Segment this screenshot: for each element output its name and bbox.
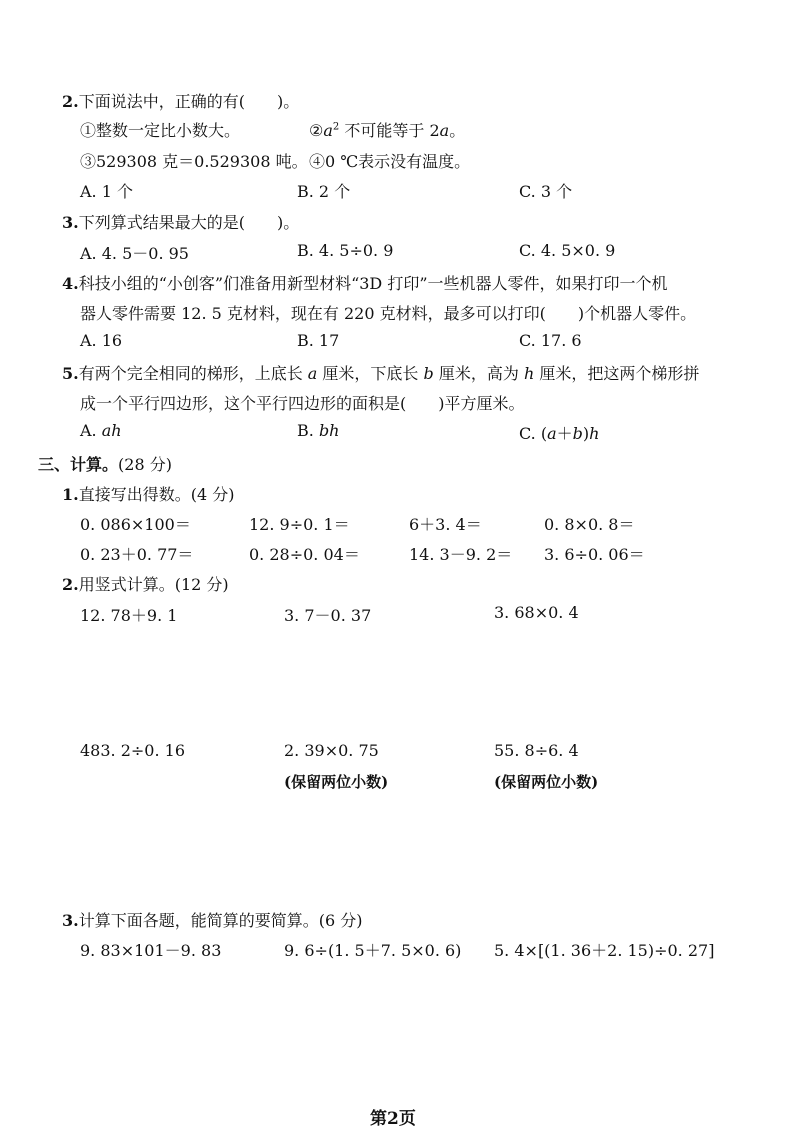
section-3-heading: 三、计算。(28 分): [38, 455, 172, 474]
calc2-note: (保留两位小数): [494, 773, 599, 791]
q5-stem-line1: 5.有两个完全相同的梯形，上底长 a 厘米，下底长 b 厘米，高为 h 厘米，把这两个梯形拼: [62, 364, 700, 383]
calc1-item: 6＋3. 4＝: [409, 515, 482, 534]
q5-option-c: C. (a＋b)h: [519, 424, 600, 443]
q4-stem-line1: 4.科技小组的“小创客”们准备用新型材料“3D 打印”一些机器人零件，如果打印一个机: [62, 274, 668, 293]
calc2-item: 55. 8÷6. 4: [494, 741, 579, 760]
q4-stem-line2: 器人零件需要 12. 5 克材料，现在有 220 克材料，最多可以打印( )个机器人零件。: [80, 304, 697, 323]
calc1-item: 0. 8×0. 8＝: [544, 515, 635, 534]
q2-statement-1: ①整数一定比小数大。: [80, 121, 241, 140]
q3-option-c: C. 4. 5×0. 9: [519, 241, 616, 260]
calc3-heading: 3.计算下面各题，能简算的要简算。(6 分): [62, 911, 363, 930]
calc2-heading: 2.用竖式计算。(12 分): [62, 575, 229, 594]
q2-statement-3: ③529308 克＝0.529308 吨。: [80, 152, 308, 171]
q2-option-b: B. 2 个: [297, 182, 351, 201]
q3-option-a: A. 4. 5－0. 95: [80, 244, 189, 263]
q4-option-b: B. 17: [297, 331, 340, 350]
q2-statement-4: ④0 ℃表示没有温度。: [309, 152, 471, 171]
q3-stem: 3.下列算式结果最大的是( )。: [62, 213, 300, 232]
q2-option-a: A. 1 个: [80, 182, 133, 201]
calc1-item: 0. 23＋0. 77＝: [80, 545, 194, 564]
q5-option-a: A. ah: [80, 421, 122, 440]
page-number: 第2页: [370, 1109, 416, 1129]
calc2-item: 483. 2÷0. 16: [80, 741, 186, 760]
calc2-item: 3. 68×0. 4: [494, 603, 579, 622]
calc2-item: 12. 78＋9. 1: [80, 606, 178, 625]
calc2-item: 3. 7－0. 37: [284, 606, 372, 625]
calc1-item: 14. 3－9. 2＝: [409, 545, 513, 564]
calc2-item: 2. 39×0. 75: [284, 741, 379, 760]
q5-option-b: B. bh: [297, 421, 340, 440]
calc1-item: 0. 086×100＝: [80, 515, 191, 534]
calc1-item: 12. 9÷0. 1＝: [249, 515, 350, 534]
q5-stem-line2: 成一个平行四边形，这个平行四边形的面积是( )平方厘米。: [80, 394, 525, 413]
q4-option-a: A. 16: [80, 331, 123, 350]
calc1-item: 0. 28÷0. 04＝: [249, 545, 360, 564]
q2-stem: 2.下面说法中，正确的有( )。: [62, 92, 300, 111]
q3-option-b: B. 4. 5÷0. 9: [297, 241, 394, 260]
calc3-item: 9. 6÷(1. 5＋7. 5×0. 6): [284, 941, 462, 960]
calc1-heading: 1.直接写出得数。(4 分): [62, 485, 235, 504]
calc1-item: 3. 6÷0. 06＝: [544, 545, 645, 564]
q4-option-c: C. 17. 6: [519, 331, 582, 350]
q2-option-c: C. 3 个: [519, 182, 573, 201]
calc2-note: (保留两位小数): [284, 773, 389, 791]
calc3-item: 5. 4×[(1. 36＋2. 15)÷0. 27]: [494, 941, 715, 960]
calc3-item: 9. 83×101－9. 83: [80, 941, 222, 960]
q2-statement-2: $②a^2$ 不可能等于 2a。: [309, 121, 466, 140]
